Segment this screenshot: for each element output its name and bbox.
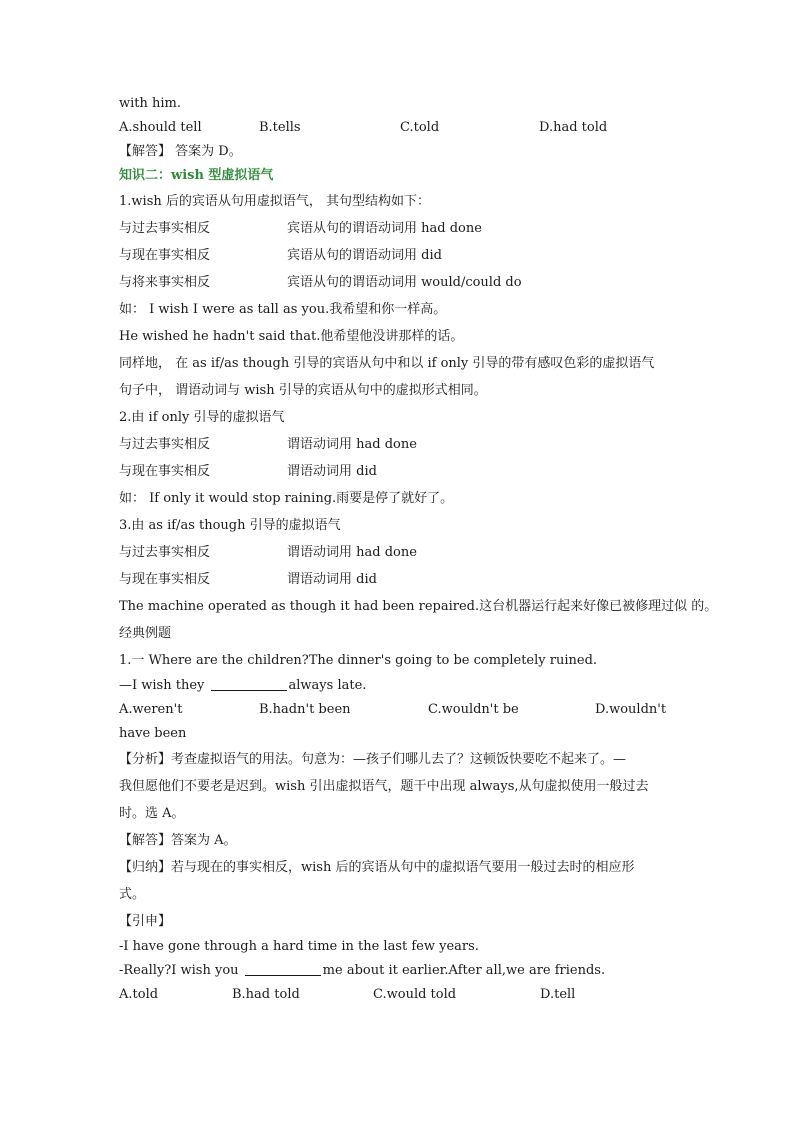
example-line: He wished he hadn't said that.他希望他没讲那样的话。 bbox=[119, 329, 464, 344]
text-line: 句子中， 谓语动词与 wish 引导的宾语从句中的虚拟形式相同。 bbox=[119, 383, 487, 398]
rule-row: 与将来事实相反 宾语从句的谓语动词用 would/could do bbox=[119, 275, 522, 290]
subheading: 3.由 as if/as though 引导的虚拟语气 bbox=[119, 518, 341, 533]
answer-options bbox=[119, 698, 679, 722]
option-c: C.told bbox=[400, 120, 440, 135]
subheading: 2.由 if only 引导的虚拟语气 bbox=[119, 410, 285, 425]
example-line: 如： I wish I were as tall as you.我希望和你一样高。 bbox=[119, 302, 447, 317]
document-page bbox=[119, 92, 718, 1007]
question-line: -I have gone through a hard time in the last few years. bbox=[119, 939, 479, 954]
option-b: B.had told bbox=[232, 987, 300, 1002]
question-line: 1.一 Where are the children?The dinner's going to be completely ruined. bbox=[119, 653, 598, 668]
answer-line: 【解答】答案为 A。 bbox=[119, 833, 237, 848]
extension-heading: 【引申】 bbox=[119, 914, 172, 929]
answer-options bbox=[119, 983, 679, 1007]
text-line: with him. bbox=[119, 96, 182, 111]
rule-row: 与现在事实相反 宾语从句的谓语动词用 did bbox=[119, 248, 442, 263]
rule-row: 与过去事实相反 宾语从句的谓语动词用 had done bbox=[119, 221, 482, 236]
option-d: D.had told bbox=[539, 120, 608, 135]
answer-options bbox=[119, 116, 679, 140]
section-title: 知识二：wish 型虚拟语气 bbox=[119, 168, 274, 183]
question-line: -Really?I wish you me about it earlier.After all,we are friends. bbox=[119, 963, 606, 978]
rule-row: 与现在事实相反 谓语动词用 did bbox=[119, 464, 377, 479]
answer-blank bbox=[245, 961, 321, 976]
summary-line: 【归纳】若与现在的事实相反，wish 后的宾语从句中的虚拟语气要用一般过去时的相应形 bbox=[119, 860, 635, 875]
option-d: D.wouldn't bbox=[595, 702, 667, 717]
example-line: 如： If only it would stop raining.雨要是停了就好了。 bbox=[119, 491, 454, 506]
analysis-line: 我但愿他们不要老是迟到。wish 引出虚拟语气，题干中出现 always,从句虚拟使用一般过去 bbox=[119, 779, 649, 794]
rule-row: 与过去事实相反 谓语动词用 had done bbox=[119, 545, 417, 560]
answer-blank bbox=[211, 676, 287, 691]
option-a: A.should tell bbox=[119, 120, 202, 135]
option-b: B.hadn't been bbox=[259, 702, 351, 717]
option-b: B.tells bbox=[259, 120, 301, 135]
section-title: 经典例题 bbox=[119, 626, 172, 641]
text-line: 1.wish 后的宾语从句用虚拟语气， 其句型结构如下： bbox=[119, 194, 430, 209]
question-line: —I wish they always late. bbox=[119, 678, 367, 693]
analysis-line: 时。选 A。 bbox=[119, 806, 185, 821]
option-c: C.would told bbox=[373, 987, 457, 1002]
example-line: The machine operated as though it had been repaired.这台机器运行起来好像已被修理过似 的。 bbox=[119, 599, 718, 614]
text-line: have been bbox=[119, 726, 187, 741]
analysis-line: 【分析】考查虚拟语气的用法。句意为：—孩子们哪儿去了？这顿饭快要吃不起来了。— bbox=[119, 752, 627, 767]
option-a: A.told bbox=[119, 987, 159, 1002]
rule-row: 与现在事实相反 谓语动词用 did bbox=[119, 572, 377, 587]
answer-line: 【解答】 答案为 D。 bbox=[119, 144, 242, 159]
option-a: A.weren't bbox=[119, 702, 183, 717]
rule-row: 与过去事实相反 谓语动词用 had done bbox=[119, 437, 417, 452]
option-c: C.wouldn't be bbox=[428, 702, 519, 717]
text-line: 同样地， 在 as if/as though 引导的宾语从句中和以 if only 引导的带有感叹色彩的虚拟语气 bbox=[119, 356, 655, 371]
summary-line: 式。 bbox=[119, 887, 146, 902]
option-d: D.tell bbox=[540, 987, 576, 1002]
